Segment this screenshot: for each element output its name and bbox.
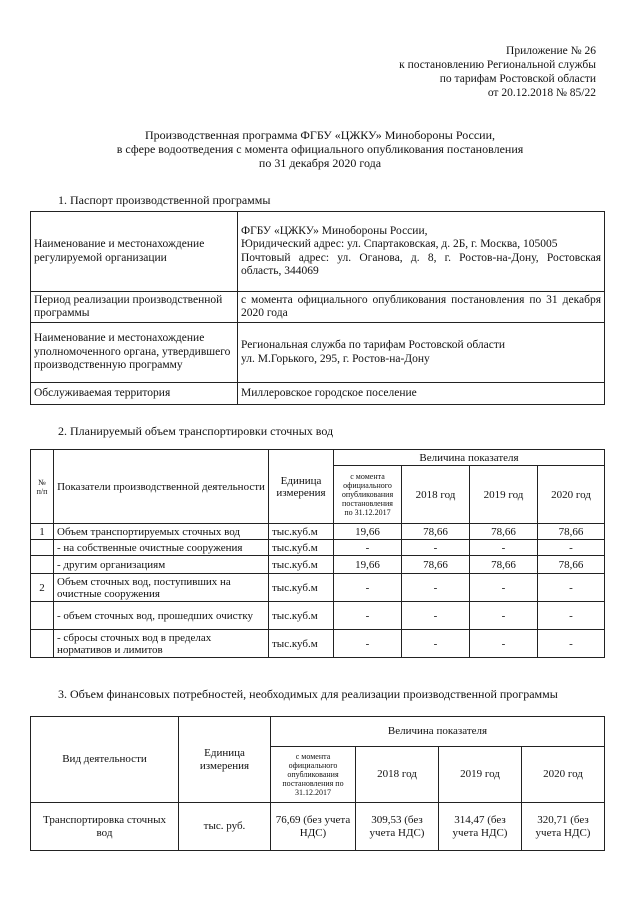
row-unit: тыс.куб.м	[269, 630, 334, 658]
row-unit: тыс.куб.м	[269, 556, 334, 574]
passport-value: Региональная служба по тарифам Ростовской области ул. М.Горького, 295, г. Ростов-на-Дону	[238, 323, 605, 383]
row-num	[31, 630, 54, 658]
cell-value: -	[334, 574, 402, 602]
row-unit: тыс.куб.м	[269, 574, 334, 602]
row-num: 2	[31, 574, 54, 602]
row-unit: тыс. руб.	[179, 803, 271, 851]
passport-value: ФГБУ «ЦЖКУ» Минобороны России, Юридический адрес: ул. Спартаковская, д. 2Б, г. Москва, 105005 Почтовый адрес: ул. Оганова, д. 8, г. Ростов-на-Дону, Ростовская область, 344069	[238, 212, 605, 292]
column-header-2020: 2020 год	[538, 466, 605, 524]
section3-heading: 3. Объем финансовых потребностей, необходимых для реализации производственной программы	[58, 687, 558, 701]
cell-value: -	[470, 540, 538, 556]
row-num	[31, 556, 54, 574]
cell-value: -	[538, 540, 605, 556]
cell-value: -	[402, 540, 470, 556]
table-row	[31, 556, 605, 574]
row-name: - сбросы сточных вод в пределах нормативов и лимитов	[54, 630, 269, 658]
row-name: Транспортировка сточных вод	[31, 803, 179, 851]
passport-table	[30, 211, 605, 405]
cell-value: 19,66	[334, 556, 402, 574]
cell-value: 78,66	[402, 556, 470, 574]
row-unit: тыс.куб.м	[269, 540, 334, 556]
column-header-unit: Единица измерения	[179, 717, 271, 803]
appendix-line: от 20.12.2018 № 85/22	[487, 87, 596, 99]
passport-value: с момента официального опубликования постановления по 31 декабря 2020 года	[238, 292, 605, 323]
table-row	[31, 323, 605, 383]
row-name: Объем сточных вод, поступивших на очистные сооружения	[54, 574, 269, 602]
cell-value: 78,66	[402, 524, 470, 540]
cell-value: 19,66	[334, 524, 402, 540]
table-header-row	[31, 450, 605, 466]
table-row	[31, 524, 605, 540]
title-line: по 31 декабря 2020 года	[258, 156, 382, 170]
appendix-block	[399, 44, 596, 100]
column-header-2019: 2019 год	[439, 747, 522, 803]
cell-value: 320,71 (без учета НДС)	[522, 803, 605, 851]
column-header-period0: с момента официального опубликования постановления по 31.12.2017	[271, 747, 356, 803]
section1-heading: 1. Паспорт производственной программы	[58, 193, 271, 207]
cell-value: -	[538, 630, 605, 658]
cell-value: -	[334, 630, 402, 658]
table-row	[31, 540, 605, 556]
appendix-line: к постановлению Региональной службы	[399, 59, 596, 71]
title-line: Производственная программа ФГБУ «ЦЖКУ» Минобороны России,	[144, 128, 496, 142]
cell-value: 76,69 (без учета НДС)	[271, 803, 356, 851]
passport-label: Период реализации производственной программы	[31, 292, 238, 323]
table-row	[31, 803, 605, 851]
cell-value: -	[402, 630, 470, 658]
table-row	[31, 383, 605, 405]
column-header-2018: 2018 год	[356, 747, 439, 803]
row-num: 1	[31, 524, 54, 540]
column-header-2020: 2020 год	[522, 747, 605, 803]
column-header-2019: 2019 год	[470, 466, 538, 524]
passport-value: Миллеровское городское поселение	[238, 383, 605, 405]
cell-value: 314,47 (без учета НДС)	[439, 803, 522, 851]
table-row	[31, 212, 605, 292]
cell-value: -	[538, 602, 605, 630]
cell-value: -	[470, 602, 538, 630]
column-header-period0: с момента официального опубликования постановления по 31.12.2017	[334, 466, 402, 524]
row-unit: тыс.куб.м	[269, 524, 334, 540]
cell-value: 309,53 (без учета НДС)	[356, 803, 439, 851]
table-row	[31, 630, 605, 658]
document-title	[40, 128, 600, 170]
appendix-line: Приложение № 26	[506, 45, 596, 57]
section2-heading: 2. Планируемый объем транспортировки сточных вод	[58, 424, 334, 438]
passport-label: Наименование и местонахождение регулируемой организации	[31, 212, 238, 292]
finance-table	[30, 716, 605, 851]
row-name: - на собственные очистные сооружения	[54, 540, 269, 556]
cell-value: -	[470, 630, 538, 658]
table-row	[31, 574, 605, 602]
cell-value: 78,66	[470, 524, 538, 540]
column-header-indicator: Показатели производственной деятельности	[54, 450, 269, 524]
row-name: Объем транспортируемых сточных вод	[54, 524, 269, 540]
row-name: - другим организациям	[54, 556, 269, 574]
cell-value: -	[402, 574, 470, 602]
column-header-unit: Единица измерения	[269, 450, 334, 524]
title-line: в сфере водоотведения с момента официального опубликования постановления	[116, 142, 524, 156]
table-row	[31, 602, 605, 630]
column-header-activity: Вид деятельности	[31, 717, 179, 803]
cell-value: -	[402, 602, 470, 630]
appendix-line: по тарифам Ростовской области	[439, 73, 596, 85]
cell-value: -	[334, 540, 402, 556]
column-header-group: Величина показателя	[334, 450, 605, 466]
passport-label: Обслуживаемая территория	[31, 383, 238, 405]
cell-value: -	[538, 574, 605, 602]
cell-value: 78,66	[470, 556, 538, 574]
cell-value: 78,66	[538, 556, 605, 574]
row-num	[31, 540, 54, 556]
row-name: - объем сточных вод, прошедших очистку	[54, 602, 269, 630]
table-row	[31, 292, 605, 323]
cell-value: 78,66	[538, 524, 605, 540]
column-header-group: Величина показателя	[271, 717, 605, 747]
cell-value: -	[334, 602, 402, 630]
cell-value: -	[470, 574, 538, 602]
passport-label: Наименование и местонахождение уполномоченного органа, утвердившего производственную программу	[31, 323, 238, 383]
column-header-2018: 2018 год	[402, 466, 470, 524]
table-header-row	[31, 717, 605, 747]
volume-table	[30, 449, 605, 658]
row-unit: тыс.куб.м	[269, 602, 334, 630]
column-header-num: № п/п	[31, 450, 54, 524]
row-num	[31, 602, 54, 630]
